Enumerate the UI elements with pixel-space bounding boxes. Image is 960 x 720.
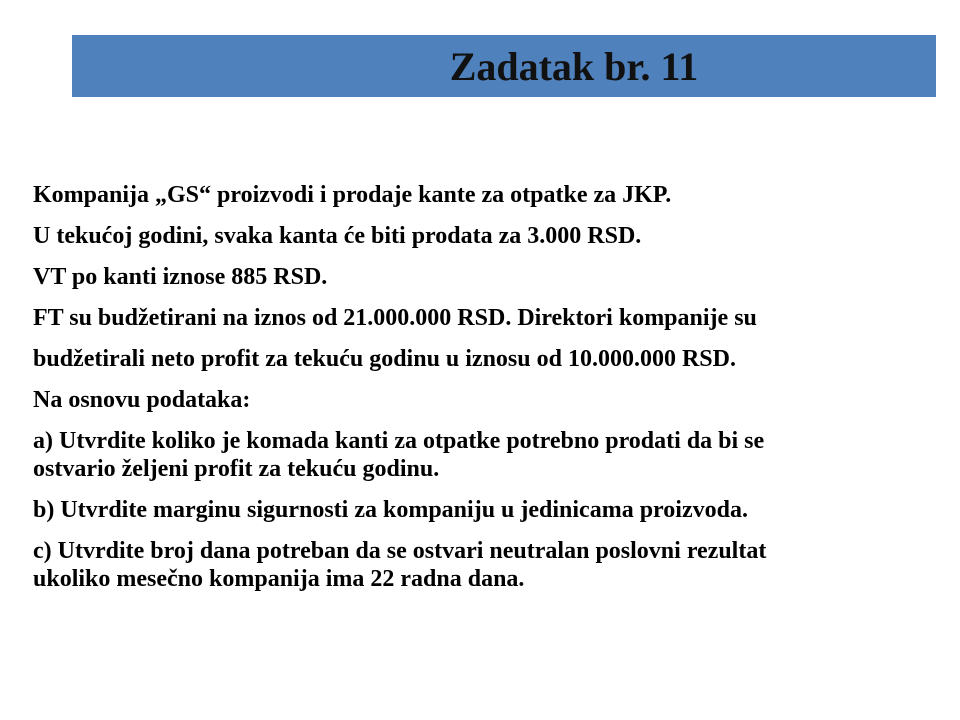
text-line-fixed-costs: FT su budžetirani na iznos od 21.000.000 RSD. Direktori kompanije su xyxy=(33,305,757,331)
text-line-profit: budžetirali neto profit za tekuću godinu u iznosu od 10.000.000 RSD. xyxy=(33,346,736,372)
slide-body xyxy=(33,181,943,593)
task-c-line-1: c) Utvrdite broj dana potreban da se ostvari neutralan poslovni rezultat xyxy=(33,538,767,564)
task-c xyxy=(33,537,943,593)
text-line-price: U tekućoj godini, svaka kanta će biti prodata za 3.000 RSD. xyxy=(33,223,642,249)
task-b: b) Utvrdite marginu sigurnosti za kompaniju u jedinicama proizvoda. xyxy=(33,497,748,523)
task-a xyxy=(33,427,943,483)
task-a-line-1: a) Utvrdite koliko je komada kanti za otpatke potrebno prodati da bi se xyxy=(33,428,765,454)
text-line-company: Kompanija „GS“ proizvodi i prodaje kante za otpatke za JKP. xyxy=(33,182,672,208)
title-bar xyxy=(72,35,936,97)
slide-title: Zadatak br. 11 xyxy=(449,43,699,89)
task-c-line-2: ukoliko mesečno kompanija ima 22 radna dana. xyxy=(33,566,525,592)
text-line-variable-costs: VT po kanti iznose 885 RSD. xyxy=(33,264,328,290)
task-a-line-2: ostvario željeni profit za tekuću godinu. xyxy=(33,456,440,482)
text-line-intro: Na osnovu podataka: xyxy=(33,387,251,413)
